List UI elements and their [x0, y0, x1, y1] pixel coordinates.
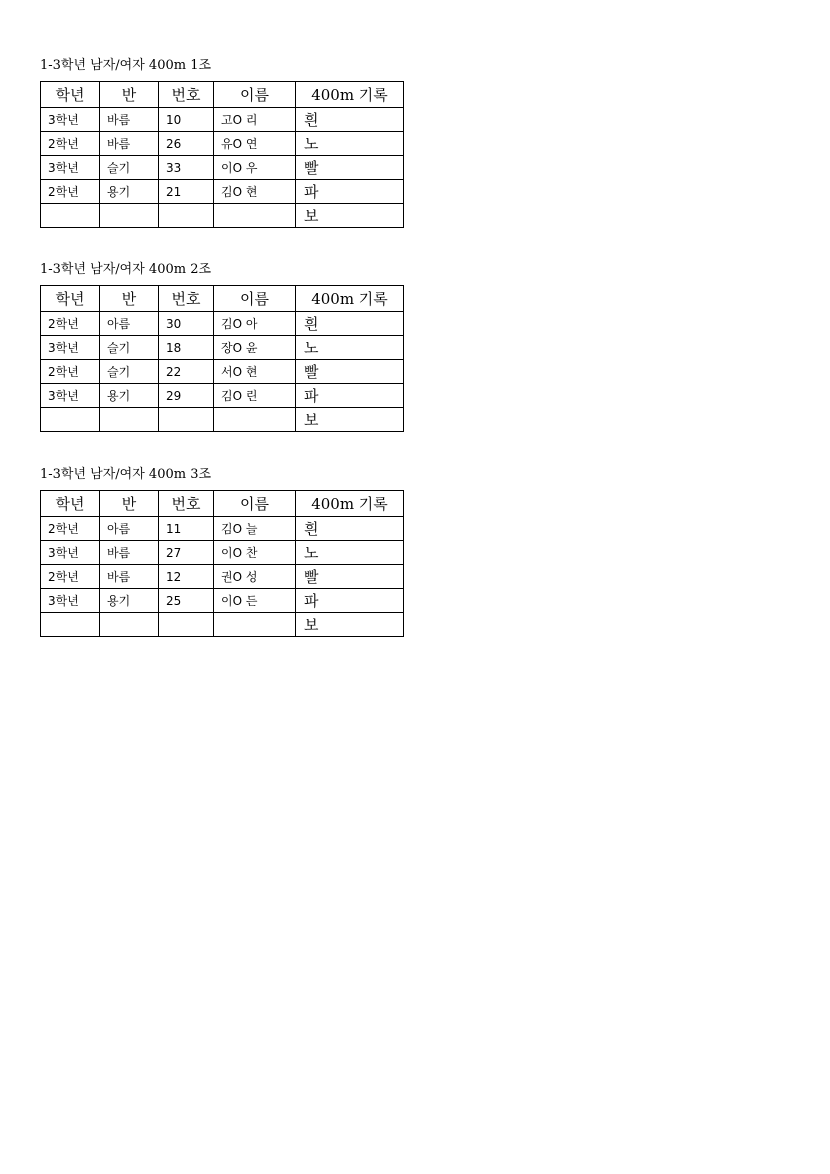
table-row [41, 336, 404, 360]
class-cell [100, 408, 159, 432]
grade-cell: 3학년 [41, 336, 100, 360]
class-header: 반 [100, 286, 159, 312]
header-row [41, 82, 404, 108]
number-cell: 10 [159, 108, 214, 132]
heat-group-1 [40, 58, 404, 228]
number-header: 번호 [159, 491, 214, 517]
number-cell [159, 613, 214, 637]
record-cell: 파 [296, 589, 404, 613]
name-header: 이름 [214, 286, 296, 312]
record-cell: 흰 [296, 517, 404, 541]
name-cell [214, 204, 296, 228]
grade-cell [41, 408, 100, 432]
name-header: 이름 [214, 82, 296, 108]
class-cell: 슬기 [100, 156, 159, 180]
name-cell: 이O 든 [214, 589, 296, 613]
record-cell: 파 [296, 180, 404, 204]
grade-header: 학년 [41, 491, 100, 517]
name-cell: 권O 성 [214, 565, 296, 589]
grade-cell [41, 613, 100, 637]
record-header: 400m 기록 [296, 82, 404, 108]
name-cell: 장O 윤 [214, 336, 296, 360]
table-row [41, 517, 404, 541]
record-cell: 보 [296, 613, 404, 637]
class-cell: 바름 [100, 132, 159, 156]
name-cell [214, 408, 296, 432]
record-cell: 빨 [296, 156, 404, 180]
number-header: 번호 [159, 286, 214, 312]
number-cell: 25 [159, 589, 214, 613]
header-row [41, 286, 404, 312]
grade-cell: 2학년 [41, 565, 100, 589]
number-cell: 26 [159, 132, 214, 156]
class-cell: 바름 [100, 565, 159, 589]
grade-cell: 3학년 [41, 541, 100, 565]
number-cell: 27 [159, 541, 214, 565]
table-row [41, 312, 404, 336]
name-cell: 유O 연 [214, 132, 296, 156]
grade-cell: 2학년 [41, 312, 100, 336]
record-cell: 보 [296, 204, 404, 228]
class-header: 반 [100, 491, 159, 517]
class-cell: 용기 [100, 384, 159, 408]
number-cell: 29 [159, 384, 214, 408]
number-cell: 21 [159, 180, 214, 204]
name-header: 이름 [214, 491, 296, 517]
number-cell [159, 408, 214, 432]
table-row [41, 565, 404, 589]
record-header: 400m 기록 [296, 286, 404, 312]
record-cell: 흰 [296, 312, 404, 336]
name-cell: 김O 늘 [214, 517, 296, 541]
heat-table [40, 81, 404, 228]
heat-table [40, 285, 404, 432]
table-row [41, 408, 404, 432]
record-cell: 흰 [296, 108, 404, 132]
name-cell: 이O 우 [214, 156, 296, 180]
heat-title: 1-3학년 남자/여자 400m 1조 [40, 58, 212, 73]
name-cell [214, 613, 296, 637]
grade-cell: 3학년 [41, 589, 100, 613]
class-cell [100, 613, 159, 637]
heat-group-2 [40, 262, 404, 432]
record-cell: 노 [296, 132, 404, 156]
table-row [41, 613, 404, 637]
number-cell: 12 [159, 565, 214, 589]
name-cell: 고O 리 [214, 108, 296, 132]
name-cell: 김O 현 [214, 180, 296, 204]
table-row [41, 180, 404, 204]
grade-cell [41, 204, 100, 228]
table-row [41, 156, 404, 180]
table-row [41, 108, 404, 132]
name-cell: 김O 린 [214, 384, 296, 408]
name-cell: 이O 찬 [214, 541, 296, 565]
class-cell: 슬기 [100, 360, 159, 384]
class-cell: 용기 [100, 180, 159, 204]
heat-title: 1-3학년 남자/여자 400m 2조 [40, 262, 212, 277]
grade-cell: 3학년 [41, 108, 100, 132]
grade-cell: 2학년 [41, 360, 100, 384]
number-cell [159, 204, 214, 228]
heat-group-3 [40, 467, 404, 637]
class-cell: 용기 [100, 589, 159, 613]
number-cell: 18 [159, 336, 214, 360]
record-cell: 빨 [296, 360, 404, 384]
record-cell: 보 [296, 408, 404, 432]
class-cell: 바름 [100, 108, 159, 132]
record-cell: 파 [296, 384, 404, 408]
table-row [41, 204, 404, 228]
name-cell: 김O 아 [214, 312, 296, 336]
grade-cell: 2학년 [41, 517, 100, 541]
number-cell: 33 [159, 156, 214, 180]
number-cell: 30 [159, 312, 214, 336]
heat-title: 1-3학년 남자/여자 400m 3조 [40, 467, 212, 482]
class-cell: 바름 [100, 541, 159, 565]
table-row [41, 132, 404, 156]
table-row [41, 360, 404, 384]
table-row [41, 541, 404, 565]
record-cell: 노 [296, 541, 404, 565]
class-cell: 아름 [100, 517, 159, 541]
record-cell: 빨 [296, 565, 404, 589]
grade-cell: 3학년 [41, 156, 100, 180]
heat-table [40, 490, 404, 637]
header-row [41, 491, 404, 517]
name-cell: 서O 현 [214, 360, 296, 384]
class-cell [100, 204, 159, 228]
grade-cell: 2학년 [41, 132, 100, 156]
grade-cell: 3학년 [41, 384, 100, 408]
grade-header: 학년 [41, 286, 100, 312]
table-row [41, 589, 404, 613]
table-row [41, 384, 404, 408]
number-cell: 11 [159, 517, 214, 541]
grade-header: 학년 [41, 82, 100, 108]
record-cell: 노 [296, 336, 404, 360]
number-header: 번호 [159, 82, 214, 108]
class-cell: 아름 [100, 312, 159, 336]
class-header: 반 [100, 82, 159, 108]
record-header: 400m 기록 [296, 491, 404, 517]
grade-cell: 2학년 [41, 180, 100, 204]
number-cell: 22 [159, 360, 214, 384]
class-cell: 슬기 [100, 336, 159, 360]
